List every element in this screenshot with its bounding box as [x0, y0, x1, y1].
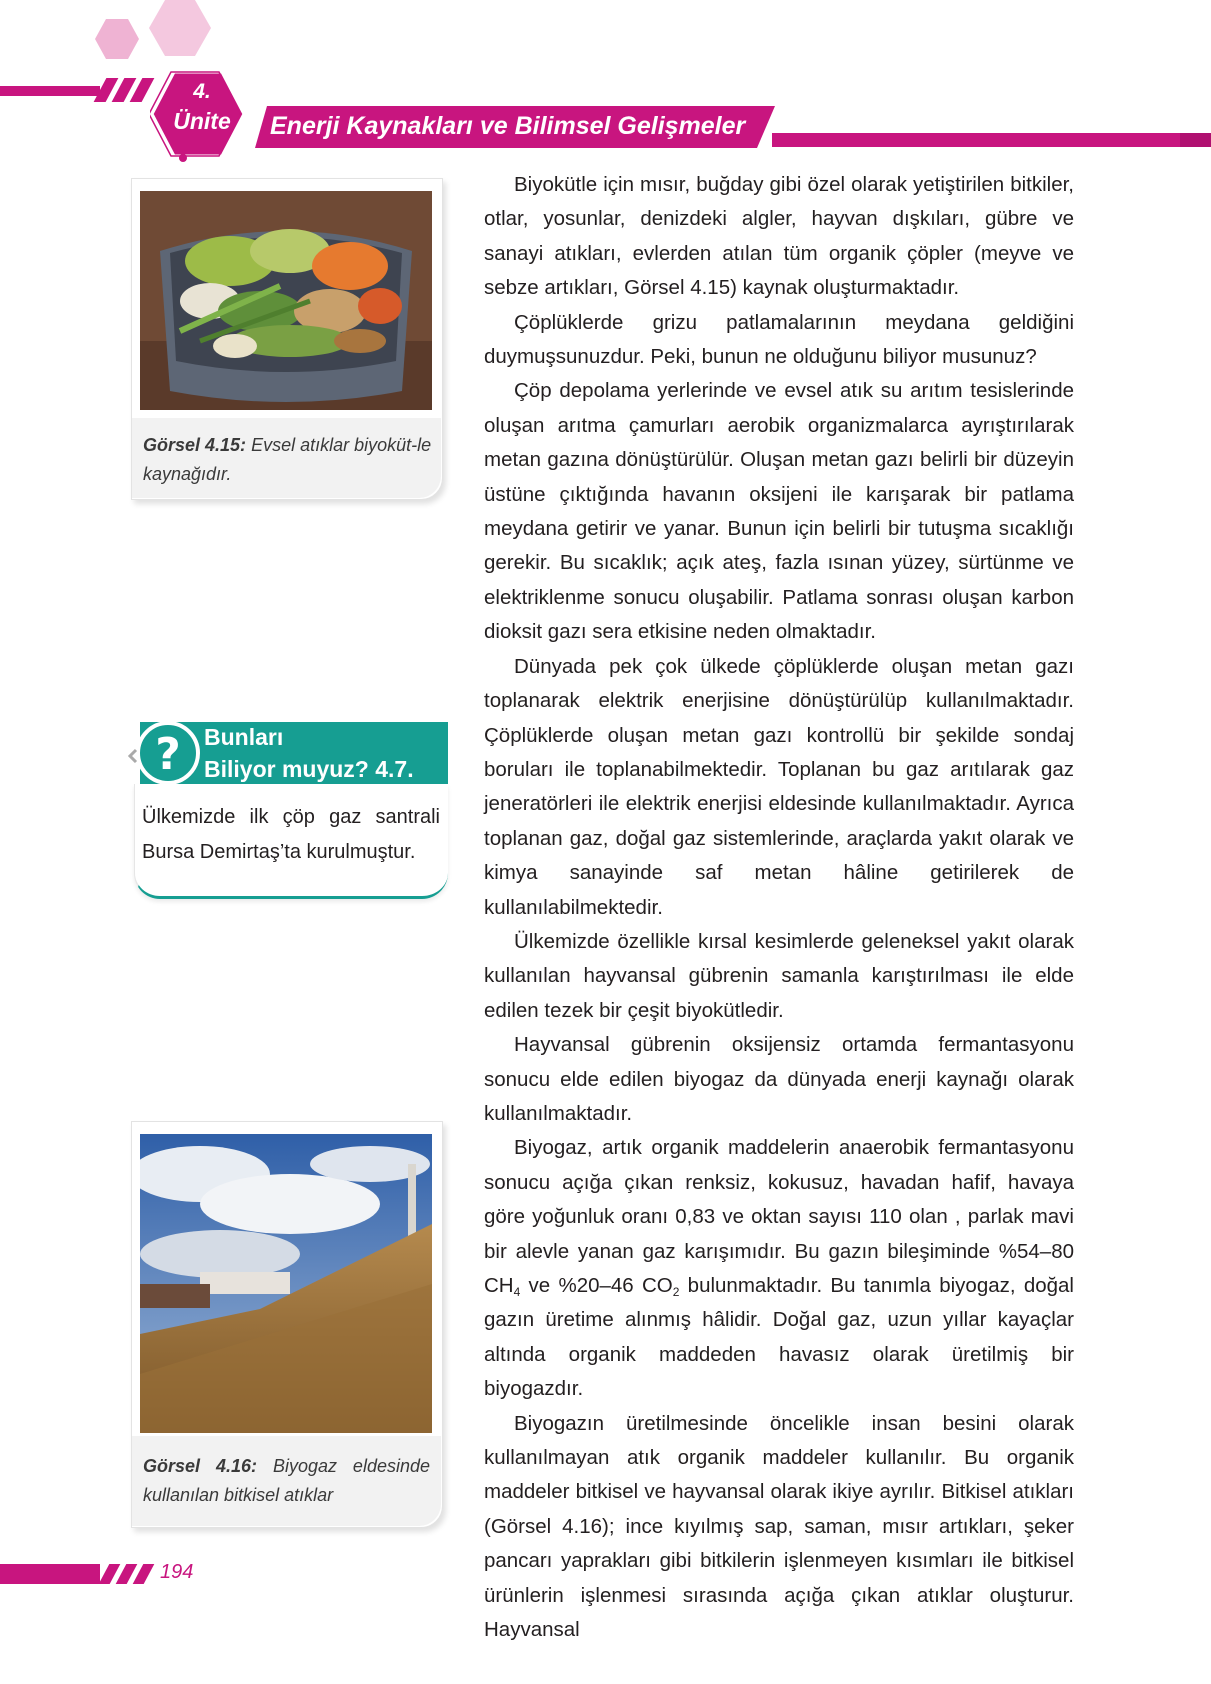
- figure-4-16-caption: [143, 1452, 430, 1510]
- unit-number: 4.: [193, 80, 211, 103]
- text-run: ve %20–46 CO: [520, 1274, 673, 1297]
- unit-label: Ünite: [173, 108, 231, 134]
- body-text: [484, 168, 1074, 1647]
- header-accent-bar: [0, 86, 100, 96]
- compost-bin-photo: [140, 191, 432, 410]
- paragraph: Ülkemizde özellikle kırsal kesimlerde geleneksel yakıt olarak kullanılan hayvansal gübrenin samanla karıştırılması ile elde edilen tezek bir çeşit biyokütledir.: [484, 929, 1074, 1022]
- page-number: 194: [160, 1561, 194, 1583]
- figure-4-16-label: Görsel 4.16:: [143, 1456, 257, 1476]
- figure-4-16-caption-text: Biyogaz eldesinde kullanılan bitkisel atıklar: [143, 1456, 430, 1505]
- text-run: Biyogaz, artık organik maddelerin anaerobik fermantasyonu sonucu açığa çıkan renksiz, kokusuz, havadan hafif, havaya göre yoğunluk oranı 0,83 ve oktan sayısı 110 olan , parlak mavi bir alevle yanan gaz karışımıdır. Bu gazın bileşiminde %54–80 CH: [484, 1136, 1074, 1297]
- chapter-title: Enerji Kaynakları ve Bilimsel Gelişmeler: [270, 112, 746, 140]
- question-mark-icon: [128, 716, 202, 790]
- info-box-title-line2: Biliyor muyuz? 4.7.: [204, 756, 414, 782]
- chapter-title-rule: [772, 133, 1211, 147]
- svg-text:?: ?: [155, 729, 181, 780]
- figure-4-15-caption: [143, 431, 433, 489]
- subscript: 2: [672, 1285, 680, 1299]
- paragraph: Biyokütle için mısır, buğday gibi özel olarak yetiştirilen bitkiler, otlar, yosunlar, denizdeki algler, hayvan dışkıları, gübre ve sanayi atıkları, evlerden atılan tüm organik çöpler (meyve ve sebze artıkları, Görsel 4.15) kaynak oluşturmaktadır.: [484, 173, 1074, 300]
- footer-stripe: [133, 1564, 155, 1584]
- chapter-title-rule-end: [1180, 133, 1211, 147]
- info-box-text: Ülkemizde ilk çöp gaz santrali Bursa Demirtaş’ta kurulmuştur.: [142, 806, 440, 863]
- paragraph: Hayvansal gübrenin oksijensiz ortamda fermantasyonu sonucu elde edilen biyogaz da dünyada enerji kaynağı olarak kullanılmaktadır.: [484, 1033, 1074, 1125]
- biomass-pile-photo: [140, 1134, 432, 1433]
- text-run: bulunmaktadır. Bu tanımla biyogaz, doğal gazın üretime alınmış hâlidir. Doğal gaz, uzun yıllar kayaçlar altında organik maddeden havasız olarak üretilmiş bir biyogazdır.: [484, 1274, 1074, 1401]
- paragraph: Dünyada pek çok ülkede çöplüklerde oluşan metan gazı toplanarak elektrik enerjisine dönüştürülüp kullanılmaktadır. Çöplüklerde oluşan metan gazı kontrollü bir şekilde sondaj boruları ile toplanabilmektedir. Toplanan bu gaz arıtılarak gaz jeneratörleri ile elektrik enerjisi eldesinde kullanılmaktadır. Ayrıca toplanan gaz, doğal gaz sistemlerinde, araçlarda yakıt olarak ve kimya sanayinde saf metan hâline getirilerek de kullanılabilmektedir.: [484, 654, 1074, 919]
- paragraph-biogas: [484, 1131, 1074, 1406]
- figure-4-15-label: Görsel 4.15:: [143, 435, 247, 455]
- footer-accent-bar: [0, 1564, 100, 1584]
- info-box-title: [204, 721, 414, 785]
- paragraph: Biyogazın üretilmesinde öncelikle insan besini olarak kullanılmayan atık organik maddeler kullanılır. Bu organik maddeler bitkisel ve hayvansal olarak ikiye ayrılır. Bitkisel atıkları (Görsel 4.16); ince kıyılmış sap, saman, mısır artıkları, şeker pancarı yaprakları gibi bitkilerin işlenmeyen kısımları ile bitkisel ürünlerin işlenmesi sırasında açığa çıkan atıklar oluşturur. Hayvansal: [484, 1411, 1074, 1642]
- paragraph: Çöp depolama yerlerinde ve evsel atık su arıtım tesislerinde oluşan arıtma çamurları aerobik organizmalarca ayrıştırılarak metan gazına dönüştürülür. Oluşan metan gazı belirli bir düzeyin üstüne çıktığında havanın oksijeni ile karışarak bir patlama meydana getirir ve yanar. Bunun için belirli bir tutuşma sıcaklığı gerekir. Bu sıcaklık; açık ateş, fazla ısınan yüzey, sürtünme ve elektriklenme sonucu oluşabilir. Patlama sonrası oluşan karbon dioksit gazı sera etkisine neden olmaktadır.: [484, 379, 1074, 644]
- paragraph: Çöplüklerde grizu patlamalarının meydana geldiğini duymuşsunuzdur. Peki, bunun ne olduğunu biliyor musunuz?: [484, 310, 1074, 369]
- figure-4-15-caption-text: Evsel atıklar biyoküt-le kaynağıdır.: [143, 435, 432, 484]
- subscript: 4: [513, 1285, 521, 1299]
- info-box-title-line1: Bunları: [204, 724, 284, 750]
